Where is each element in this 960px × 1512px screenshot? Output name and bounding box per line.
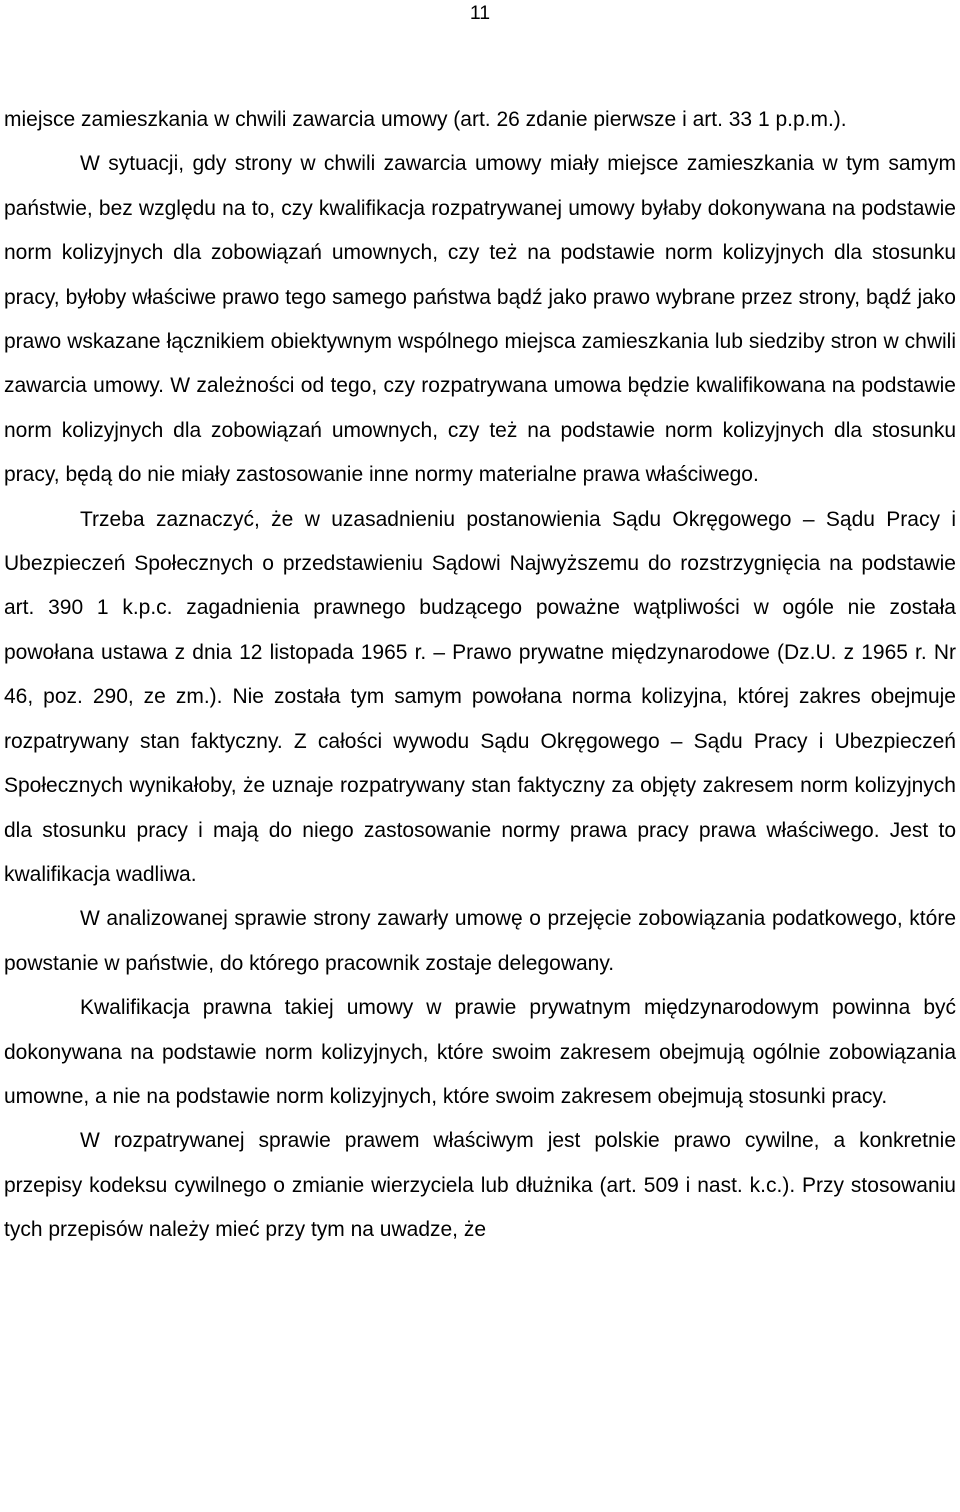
page-number: 11: [469, 2, 491, 24]
paragraph-continuation: miejsce zamieszkania w chwili zawarcia umowy (art. 26 zdanie pierwsze i art. 33 1 p.p.m.).: [4, 108, 847, 131]
paragraph: W sytuacji, gdy strony w chwili zawarcia umowy miały miejsce zamieszkania w tym samym państwie, bez względu na to, czy kwalifikacja rozpatrywanej umowy byłaby dokonywana na podstawie norm kolizyjnych dla zobowiązań umownych, czy też na podstawie norm kolizyjnych dla stosunku pracy, byłoby właściwe prawo tego samego państwa bądź jako prawo wybrane przez strony, bądź jako prawo wskazane łącznikiem obiektywnym wspólnego miejsca zamieszkania lub siedziby stron w chwili zawarcia umowy. W zależności od tego, czy rozpatrywana umowa będzie kwalifikowana na podstawie norm kolizyjnych dla zobowiązań umownych, czy też na podstawie norm kolizyjnych dla stosunku pracy, będą do nie miały zastosowanie inne normy materialne prawa właściwego.: [4, 152, 956, 487]
paragraph: Kwalifikacja prawna takiej umowy w prawie prywatnym międzynarodowym powinna być dokonywana na podstawie norm kolizyjnych, które swoim zakresem obejmują ogólnie zobowiązania umowne, a nie na podstawie norm kolizyjnych, które swoim zakresem obejmują stosunki pracy.: [4, 996, 956, 1108]
paragraph: W analizowanej sprawie strony zawarły umowę o przejęcie zobowiązania podatkowego, które powstanie w państwie, do którego pracownik zostaje delegowany.: [4, 907, 956, 975]
document-body: [4, 98, 956, 1253]
paragraph: W rozpatrywanej sprawie prawem właściwym jest polskie prawo cywilne, a konkretnie przepisy kodeksu cywilnego o zmianie wierzyciela lub dłużnika (art. 509 i nast. k.c.). Przy stosowaniu tych przepisów należy mieć przy tym na uwadze, że: [4, 1129, 956, 1242]
paragraph: Trzeba zaznaczyć, że w uzasadnieniu postanowienia Sądu Okręgowego – Sądu Pracy i Ubezpieczeń Społecznych o przedstawieniu Sądowi Najwyższemu do rozstrzygnięcia na podstawie art. 390 1 k.p.c. zagadnienia prawnego budzącego poważne wątpliwości w ogóle nie została powołana ustawa z dnia 12 listopada 1965 r. – Prawo prywatne międzynarodowe (Dz.U. z 1965 r. Nr 46, poz. 290, ze zm.). Nie została tym samym powołana norma kolizyjna, której zakres obejmuje rozpatrywany stan faktyczny. Z całości wywodu Sądu Okręgowego – Sądu Pracy i Ubezpieczeń Społecznych wynikałoby, że uznaje rozpatrywany stan faktyczny za objęty zakresem norm kolizyjnych dla stosunku pracy i mają do niego zastosowanie normy prawa pracy prawa właściwego. Jest to kwalifikacja wadliwa.: [4, 507, 956, 886]
